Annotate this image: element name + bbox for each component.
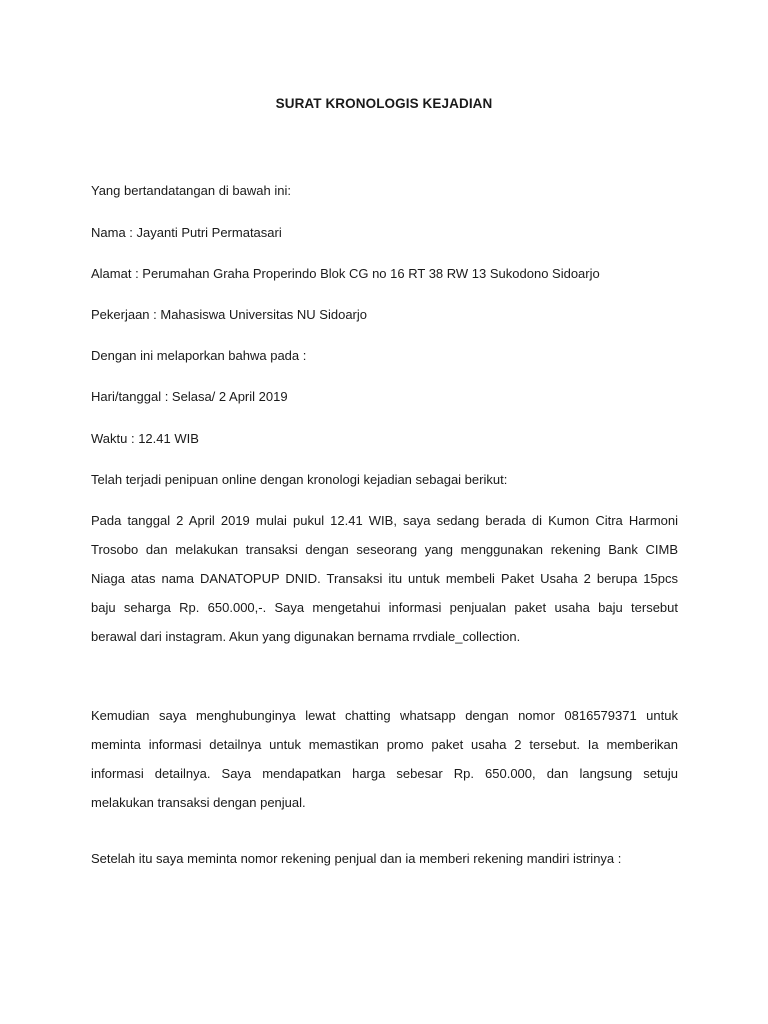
field-pekerjaan: Pekerjaan : Mahasiswa Universitas NU Sidoarjo xyxy=(91,307,368,322)
report-intro: Dengan ini melaporkan bahwa pada : xyxy=(91,348,307,363)
paragraph-3: Setelah itu saya meminta nomor rekening penjual dan ia memberi rekening mandiri istrinya : xyxy=(91,851,622,866)
field-hari-tanggal: Hari/tanggal : Selasa/ 2 April 2019 xyxy=(91,389,288,404)
field-waktu: Waktu : 12.41 WIB xyxy=(91,431,199,446)
kronologi-intro: Telah terjadi penipuan online dengan kronologi kejadian sebagai berikut: xyxy=(91,472,508,487)
paragraph-1-line: berawal dari instagram. Akun yang digunakan bernama rrvdiale_collection. xyxy=(91,629,521,644)
field-nama: Nama : Jayanti Putri Permatasari xyxy=(91,225,282,240)
paragraph-2-line: informasi detailnya. Saya mendapatkan harga sebesar Rp. 650.000, dan langsung setuju xyxy=(91,766,678,781)
field-alamat: Alamat : Perumahan Graha Properindo Blok CG no 16 RT 38 RW 13 Sukodono Sidoarjo xyxy=(91,266,600,281)
paragraph-1 xyxy=(91,506,678,651)
paragraph-1-line: Pada tanggal 2 April 2019 mulai pukul 12.41 WIB, saya sedang berada di Kumon Citra Harmoni xyxy=(91,513,678,528)
paragraph-2-line: melakukan transaksi dengan penjual. xyxy=(91,795,306,810)
paragraph-2 xyxy=(91,701,678,817)
document-title: SURAT KRONOLOGIS KEJADIAN xyxy=(275,96,493,111)
paragraph-1-line: Niaga atas nama DANATOPUP DNID. Transaksi itu untuk membeli Paket Usaha 2 berupa 15pcs xyxy=(91,571,678,586)
paragraph-1-line: baju seharga Rp. 650.000,-. Saya mengetahui informasi penjualan paket usaha baju tersebut xyxy=(91,600,678,615)
paragraph-1-line: Trosobo dan melakukan transaksi dengan seseorang yang menggunakan rekening Bank CIMB xyxy=(91,542,678,557)
paragraph-2-line: meminta informasi detailnya untuk memastikan promo paket usaha 2 tersebut. Ia memberikan xyxy=(91,737,678,752)
intro-text: Yang bertandatangan di bawah ini: xyxy=(91,183,291,198)
paragraph-2-line: Kemudian saya menghubunginya lewat chatting whatsapp dengan nomor 0816579371 untuk xyxy=(91,708,678,723)
